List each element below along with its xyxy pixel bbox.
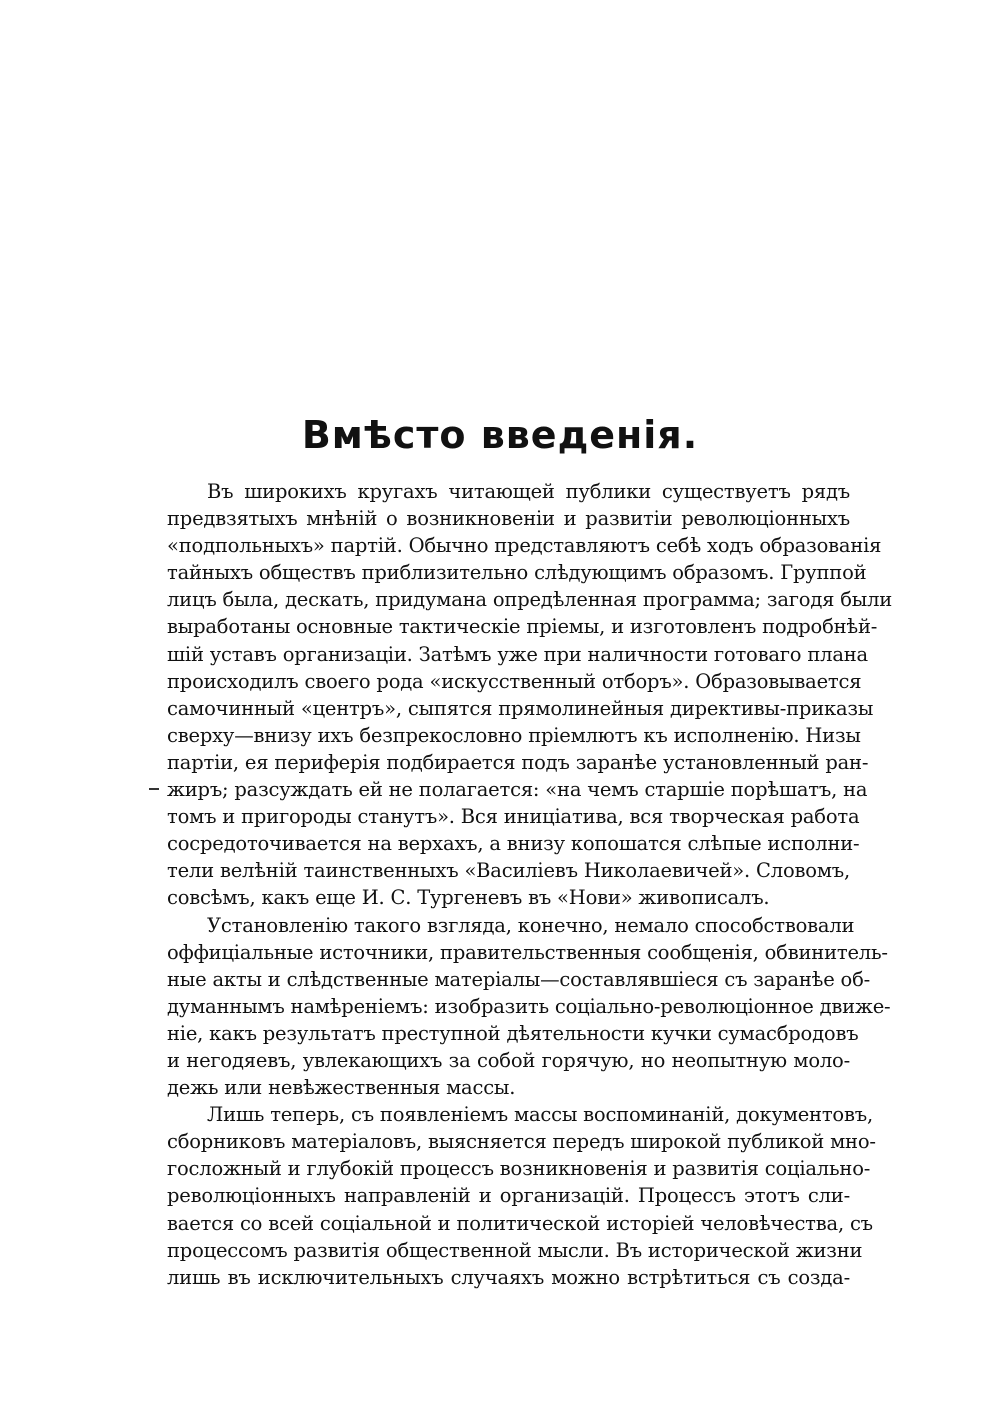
text-line: Въ широкихъ кругахъ читающей публики существуетъ рядъ	[207, 480, 850, 503]
text-line: оффиціальные источники, правительственныя сообщенія, обвинитель-	[167, 940, 888, 964]
text-line: предвзятыхъ мнѣній о возникновеніи и развитіи революціонныхъ	[167, 507, 850, 531]
text-line: и негодяевъ, увлекающихъ за собой горячую, но неопытную моло-	[167, 1048, 850, 1072]
text-line: ные акты и слѣдственные матеріалы—составлявшіеся съ заранѣе об-	[167, 967, 871, 991]
text-line: сверху—внизу ихъ безпрекословно пріемлютъ къ исполненію. Низы	[167, 723, 861, 747]
text-line: дежь или невѣжественныя массы.	[167, 1076, 516, 1100]
text-line: лишь въ исключительныхъ случаяхъ можно встрѣтиться съ созда-	[167, 1265, 850, 1289]
text-line: происходилъ своего рода «искусственный отборъ». Образовывается	[167, 669, 862, 693]
text-line: сосредоточивается на верхахъ, а внизу копошатся слѣпые исполни-	[167, 832, 860, 856]
text-line: Установленію такого взгляда, конечно, немало способствовали	[207, 913, 855, 937]
text-line: «подпольныхъ» партій. Обычно представляютъ себѣ ходъ образованія	[167, 534, 882, 558]
paragraph-3	[167, 1101, 876, 1291]
text-line: лицъ была, дескать, придумана опредѣленная программа; загодя были	[167, 588, 893, 612]
margin-mark	[149, 788, 159, 790]
text-line: томъ и пригороды станутъ». Вся иниціатива, вся творческая работа	[167, 805, 860, 829]
paragraph-2	[167, 912, 891, 1102]
text-line: партіи, ея периферія подбирается подъ заранѣе установленный ран-	[167, 750, 869, 774]
text-line: сборниковъ матеріаловъ, выясняется передъ широкой публикой мно-	[167, 1130, 876, 1154]
body-text	[167, 478, 893, 1291]
text-line: тели велѣній таинственныхъ «Василіевъ Николаевичей». Словомъ,	[167, 859, 850, 883]
text-line: самочинный «центръ», сыпятся прямолинейныя директивы-приказы	[167, 696, 874, 720]
text-line: госложный и глубокій процессъ возникновенія и развитія соціально-	[167, 1157, 871, 1181]
text-line: выработаны основные тактическіе пріемы, и изготовленъ подробнѣй-	[167, 615, 878, 639]
text-line: тайныхъ обществъ приблизительно слѣдующимъ образомъ. Группой	[167, 561, 867, 585]
text-line: революціонныхъ направленій и организацій. Процессъ этотъ сли-	[167, 1184, 850, 1208]
text-line: ніе, какъ результатъ преступной дѣятельности кучки сумасбродовъ	[167, 1021, 859, 1045]
chapter-title: Вмѣсто введенія.	[301, 413, 699, 457]
text-line: думаннымъ намѣреніемъ: изобразить соціально-революціонное движе-	[167, 994, 891, 1018]
text-line: вается со всей соціальной и политической исторіей человѣчества, съ	[167, 1211, 873, 1235]
text-line: жиръ; разсуждать ей не полагается: «на чемъ старшіе порѣшатъ, на	[167, 778, 868, 802]
text-line: Лишь теперь, съ появленіемъ массы воспоминаній, документовъ,	[207, 1103, 873, 1127]
text-line: совсѣмъ, какъ еще И. С. Тургеневъ въ «Нови» живописалъ.	[167, 886, 770, 910]
text-line: процессомъ развитія общественной мысли. Въ исторической жизни	[167, 1238, 863, 1262]
paragraph-1	[167, 478, 893, 912]
text-line: шій уставъ организаціи. Затѣмъ уже при наличности готоваго плана	[167, 642, 868, 666]
